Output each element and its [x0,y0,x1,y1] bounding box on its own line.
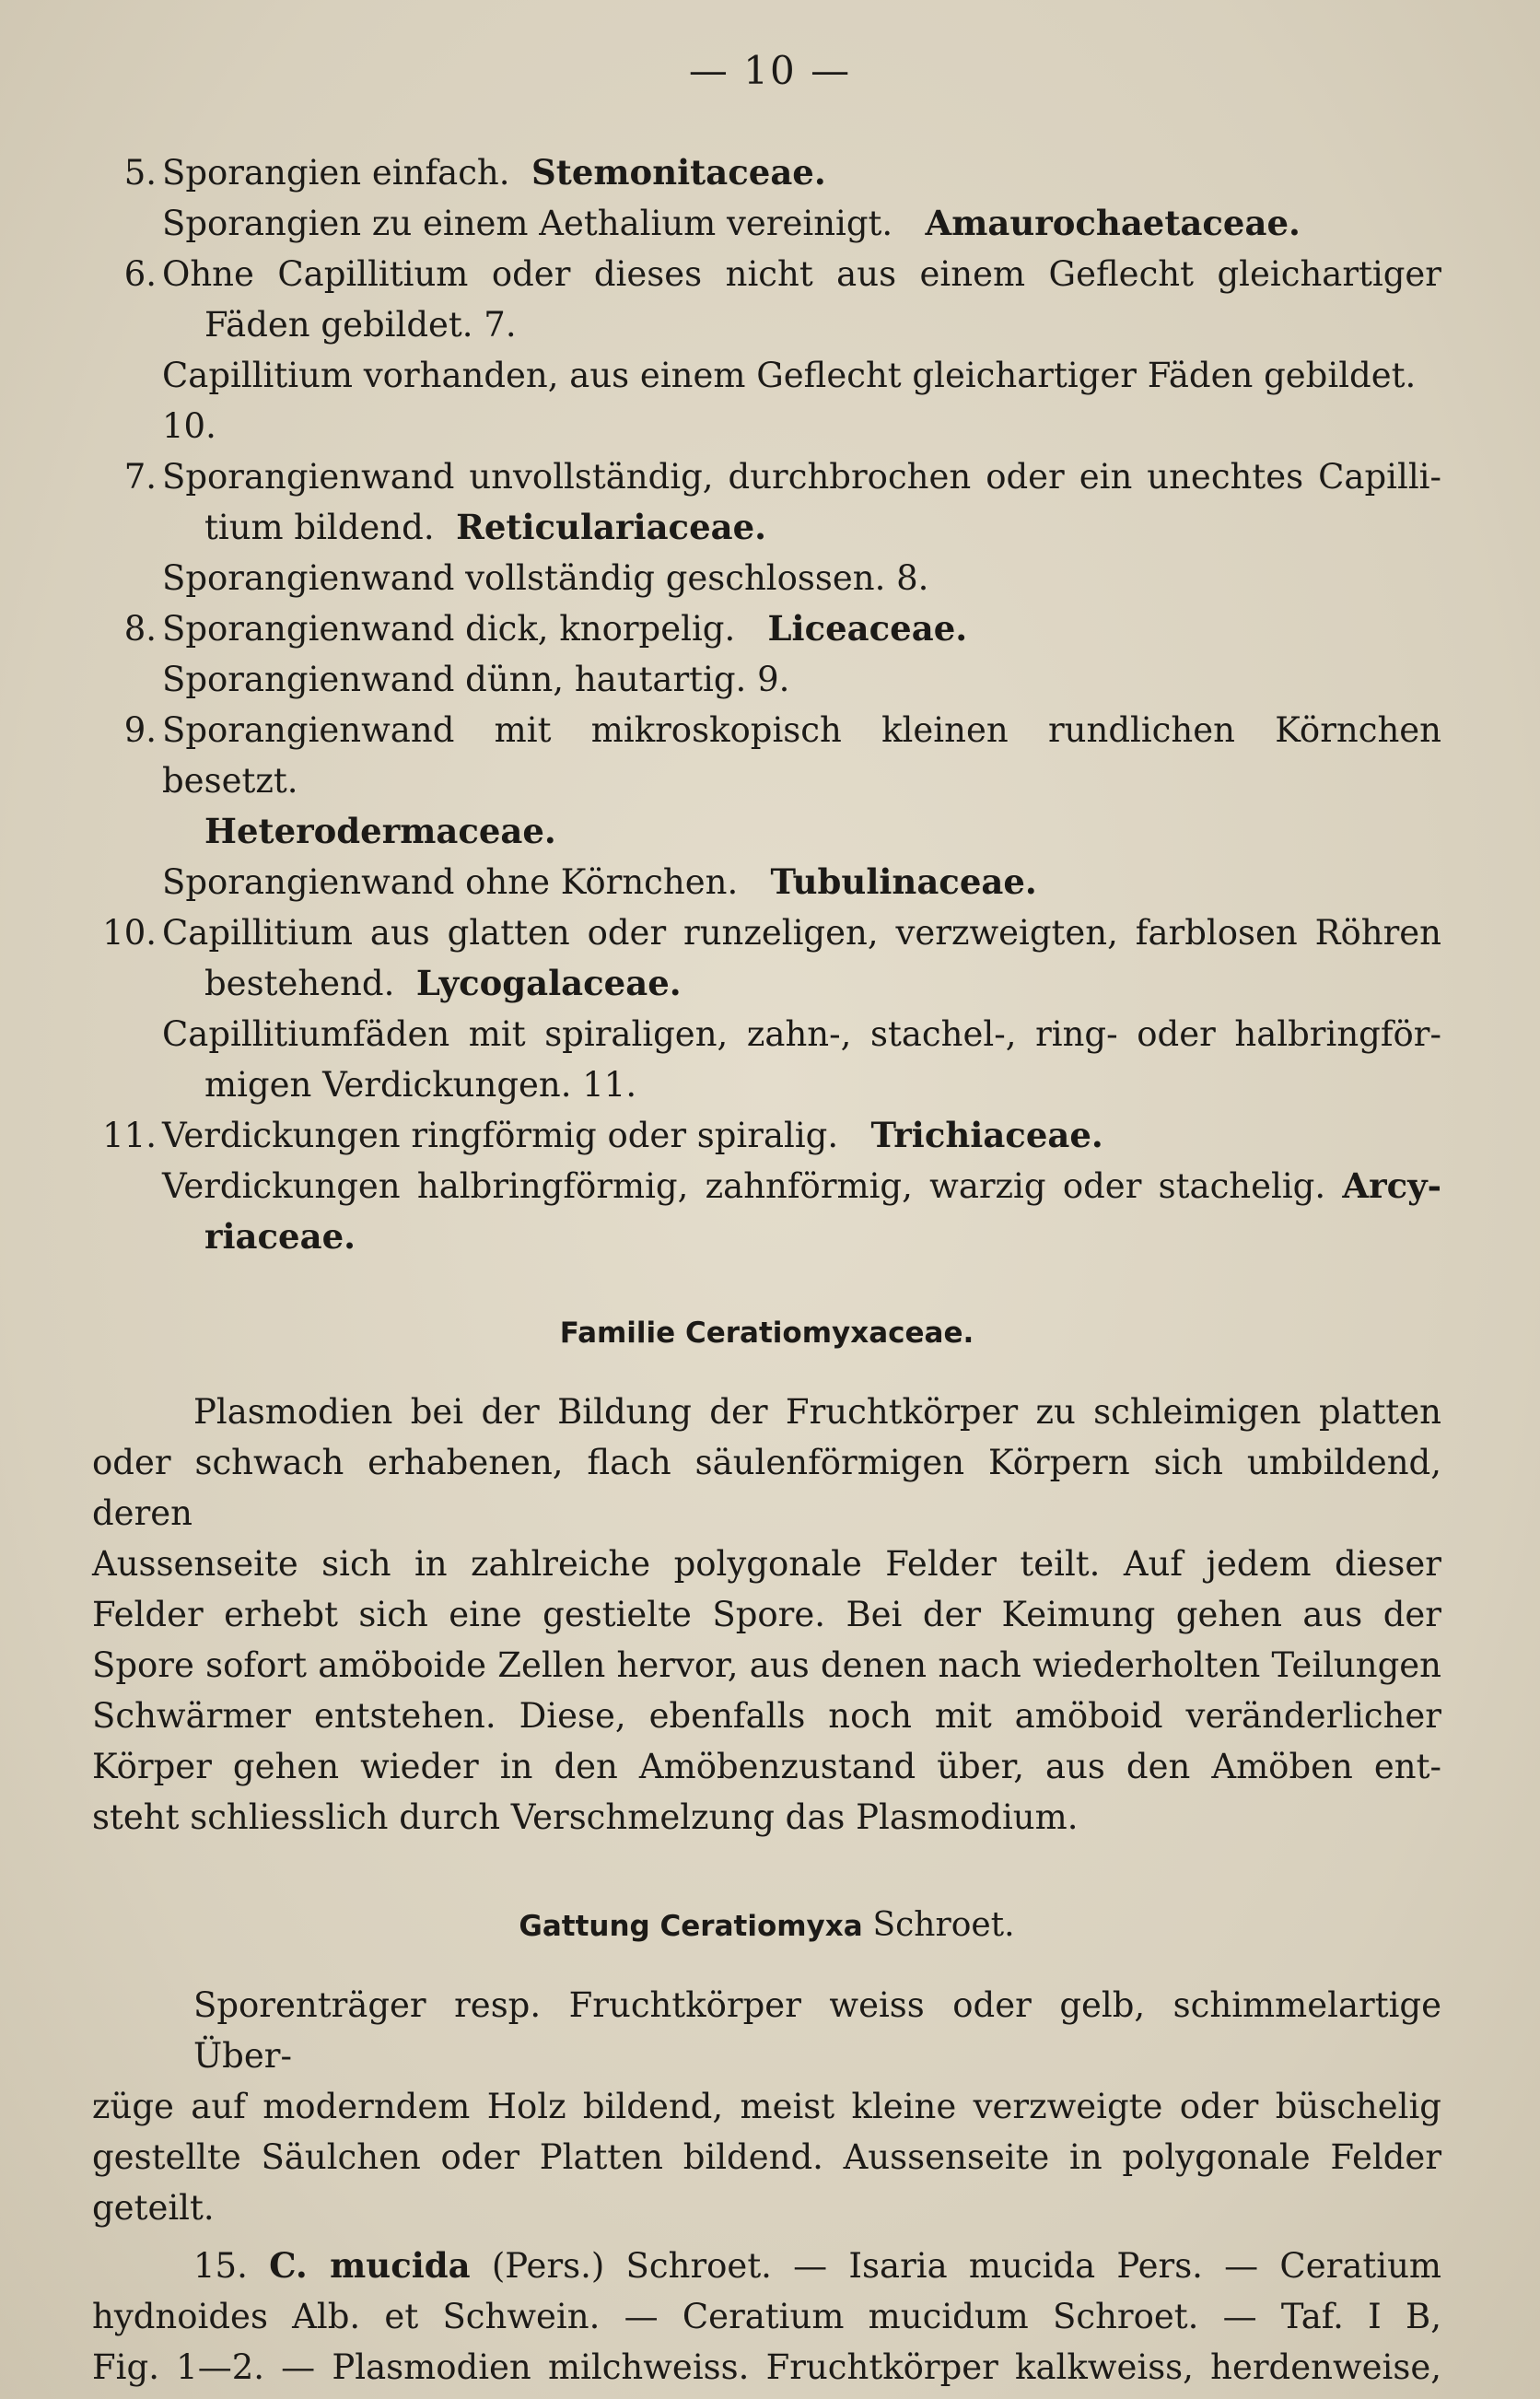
taxon-name: Arcy- [1342,1165,1442,1206]
key-text: migen Verdickungen. 11. [204,1065,637,1105]
key-entry-7 [92,451,1441,603]
family-description [92,1387,1441,1843]
text-line: züge auf moderndem Holz bildend, meist kleine verzweigte oder büschelig [92,2087,1441,2126]
key-number: 5. [123,153,157,193]
key-text: Sporangien einfach. [162,153,510,193]
key-text: Sporangienwand mit mikroskopisch kleinen rundlichen Körnchen besetzt. [162,710,1441,801]
text-line: Sporenträger resp. Fruchtkörper weiss oder gelb, schimmelartige Über- [193,1985,1441,2076]
key-entry-8 [92,603,1441,705]
species-number: 15. [193,2246,248,2286]
text-line: hydnoides Alb. et Schwein. — Ceratium mucidum Schroet. — Taf. I B, [92,2297,1441,2336]
taxon-name: Reticulariaceae. [456,507,767,547]
page-content [92,147,1441,2393]
text-line: Felder erhebt sich eine gestielte Spore. Bei der Keimung gehen aus der [92,1595,1441,1634]
genus-heading [92,1900,1441,1952]
text-line: Körper gehen wieder in den Amöbenzustand über, aus den Amöben ent- [92,1747,1441,1786]
text-line: Schwärmer entstehen. Diese, ebenfalls noch mit amöboid veränderlicher [92,1696,1441,1736]
text-line: geteilt. [92,2188,215,2228]
key-text: Fäden gebildet. 7. [204,305,517,345]
key-text: Capillitium vorhanden, aus einem Geflecht gleichartiger Fäden gebildet. 10. [162,356,1417,446]
key-entry-6 [92,249,1441,451]
text-line: Aussenseite sich in zahlreiche polygonale Felder teilt. Auf jedem dieser [92,1544,1441,1584]
page-number: — 10 — [688,48,852,93]
taxon-name: Trichiaceae. [870,1115,1103,1155]
key-number: 9. [123,710,157,750]
taxon-name: Liceaceae. [767,608,968,649]
key-number: 6. [123,254,157,294]
key-entry-11 [92,1110,1441,1262]
key-text: bestehend. [204,964,395,1003]
key-text: tium bildend. [204,508,435,547]
text-line: Spore sofort amöboide Zellen hervor, aus denen nach wiederholten Teilungen [92,1645,1441,1685]
taxon-name: Heterodermaceae. [204,811,556,851]
key-text: Ohne Capillitium oder dieses nicht aus einem Geflecht gleichartiger [162,254,1441,294]
key-text: Sporangienwand dick, knorpelig. [162,609,736,649]
taxon-name: Amaurochaetaceae. [925,203,1301,243]
genus-description [92,1980,1441,2233]
key-entry-10 [92,907,1441,1110]
key-entry-5 [92,147,1441,249]
key-text: Sporangienwand ohne Körnchen. [162,862,739,902]
key-number: 10. [102,913,157,953]
genus-author: Schroet. [872,1906,1015,1944]
key-text: Capillitiumfäden mit spiraligen, zahn-, stachel-, ring- oder halbringför- [162,1014,1441,1054]
key-entry-9 [92,705,1441,907]
genus-name: Gattung Ceratiomyxa [519,1910,863,1943]
text-line: steht schliesslich durch Verschmelzung das Plasmodium. [92,1797,1079,1837]
family-heading: Familie Ceratiomyxaceae. [559,1317,974,1350]
key-text: Verdickungen ringförmig oder spiralig. [162,1116,839,1155]
species-name: C. mucida [269,2245,471,2286]
text-line: gestellte Säulchen oder Platten bildend. Aussenseite in polygonale Felder [92,2137,1441,2177]
taxon-name: Stemonitaceae. [531,152,826,193]
species-synonyms: (Pers.) Schroet. — Isaria mucida Pers. — Ceratium [491,2246,1441,2286]
key-text: Sporangien zu einem Aethalium vereinigt. [162,204,893,243]
key-number: 11. [102,1116,157,1155]
taxon-name: riaceae. [204,1216,356,1257]
text-line: oder schwach erhabenen, flach säulenförmigen Körpern sich umbildend, deren [92,1443,1441,1533]
key-number: 8. [123,609,157,649]
key-number: 7. [123,457,157,497]
key-text: Verdickungen halbringförmig, zahnförmig, warzig oder stachelig. [162,1166,1326,1206]
taxon-name: Tubulinaceae. [770,861,1037,902]
text-line: Fig. 1—2. — Plasmodien milchweiss. Fruchtkörper kalkweiss, herdenweise, [92,2347,1441,2387]
text-line: Plasmodien bei der Bildung der Fruchtkörper zu schleimigen platten [193,1392,1441,1432]
key-text: Capillitium aus glatten oder runzeligen, verzweigten, farblosen Röhren [162,913,1441,953]
species-entry [92,2241,1441,2393]
taxon-name: Lycogalaceae. [415,963,682,1003]
key-text: Sporangienwand vollständig geschlossen. 8. [162,558,929,598]
key-text: Sporangienwand unvollständig, durchbrochen oder ein unechtes Capilli- [162,457,1441,497]
key-text: Sporangienwand dünn, hautartig. 9. [162,660,790,699]
